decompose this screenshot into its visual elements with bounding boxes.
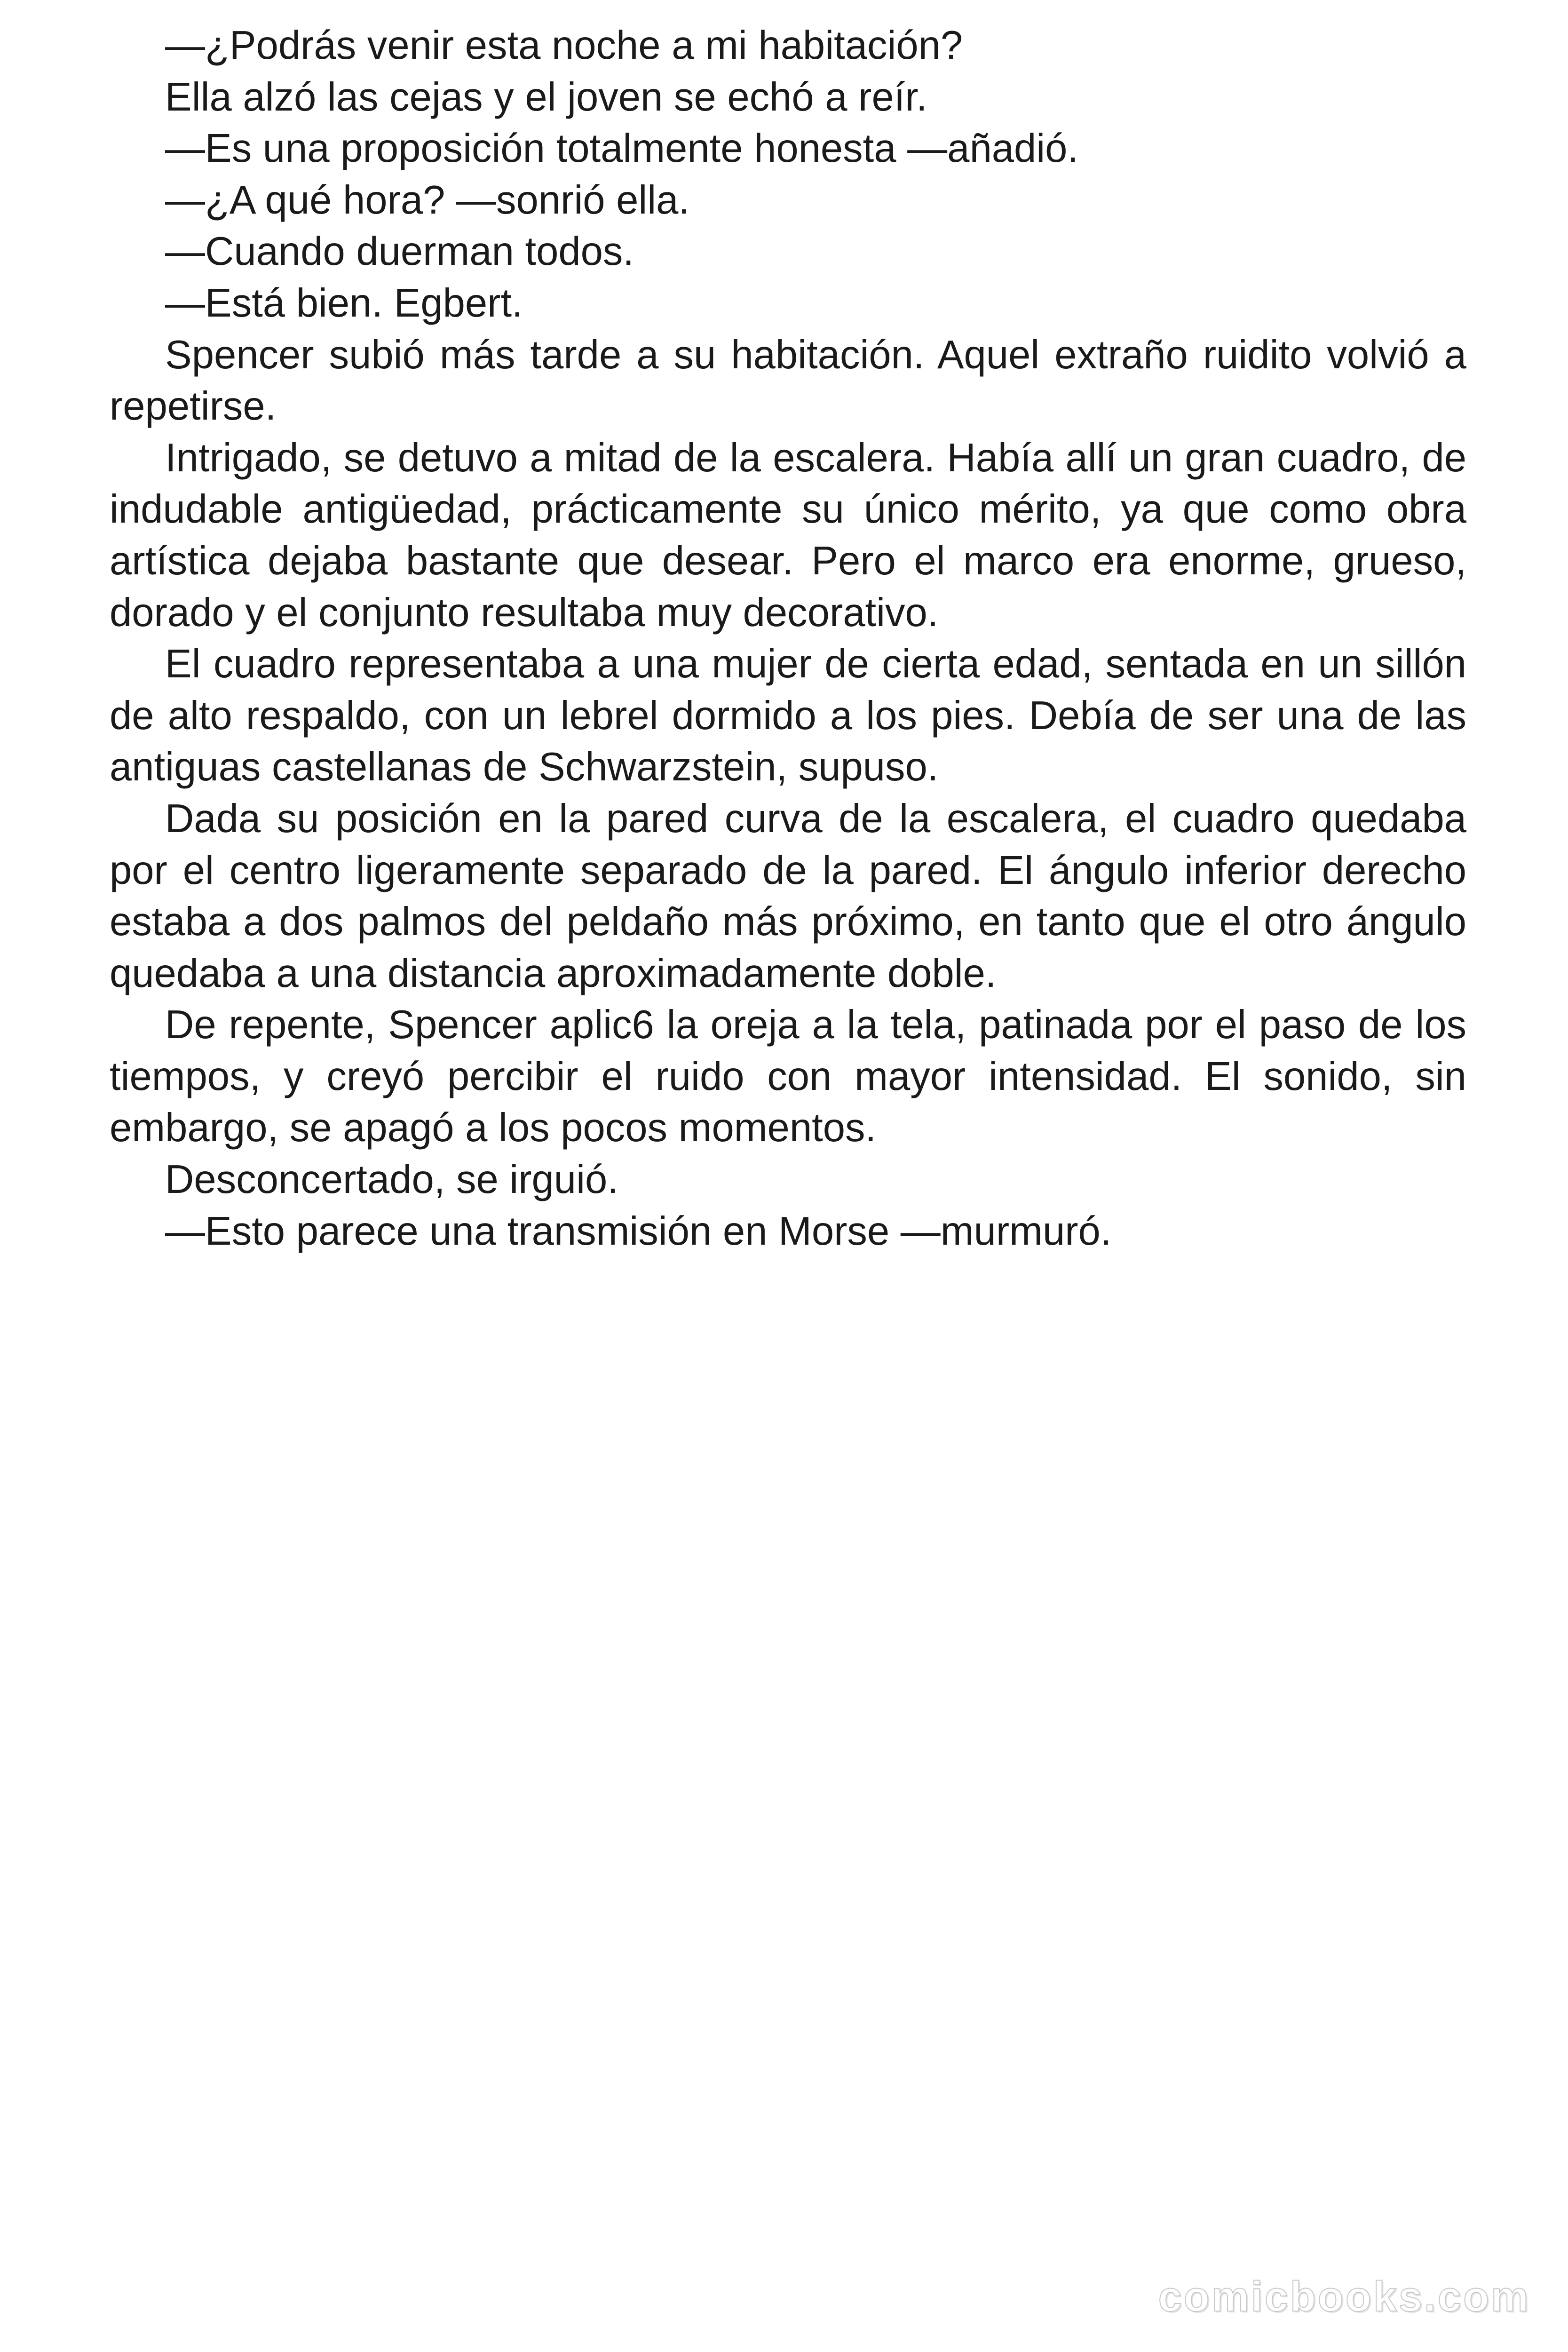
paragraph-dialogue-1: —¿Podrás venir esta noche a mi habitación? bbox=[165, 23, 963, 68]
paragraph-narration-4: El cuadro representaba a una mujer de cierta edad, sentada en un sillón de alto respaldo, con un lebrel dormido a los pies. Debía de ser una de las antiguas castellanas de Schwarzstein, supuso. bbox=[110, 642, 1466, 790]
paragraph-narration-2: Spencer subió más tarde a su habitación. Aquel extraño ruidito volvió a repetirse. bbox=[110, 332, 1466, 429]
paragraph-dialogue-5: —Está bien. Egbert. bbox=[165, 280, 523, 326]
paragraph-dialogue-3: —¿A qué hora? —sonrió ella. bbox=[165, 177, 690, 222]
site-watermark: comicbooks.com bbox=[1158, 2273, 1530, 2320]
paragraph-dialogue-2: —Es una proposición totalmente honesta —añadió. bbox=[165, 126, 1079, 171]
paragraph-narration-6: De repente, Spencer aplic6 la oreja a la tela, patinada por el paso de los tiempos, y creyó percibir el ruido con mayor intensidad. El sonido, sin embargo, se apagó a los pocos momentos. bbox=[110, 1002, 1466, 1151]
paragraph-narration-1: Ella alzó las cejas y el joven se echó a reír. bbox=[165, 74, 927, 119]
paragraph-dialogue-4: —Cuando duerman todos. bbox=[165, 229, 634, 274]
body-text bbox=[110, 20, 1466, 1257]
paragraph-narration-7: Desconcertado, se irguió. bbox=[165, 1157, 618, 1202]
paragraph-narration-5: Dada su posición en la pared curva de la escalera, el cuadro quedaba por el centro ligeramente separado de la pared. El ángulo inferior derecho estaba a dos palmos del peldaño más próximo, en tanto que el otro ángulo quedaba a una distancia aproximadamente doble. bbox=[110, 796, 1466, 996]
paragraph-dialogue-6: —Esto parece una transmisión en Morse —murmuró. bbox=[165, 1208, 1112, 1254]
paragraph-narration-3: Intrigado, se detuvo a mitad de la escalera. Había allí un gran cuadro, de indudable antigüedad, prácticamente su único mérito, ya que como obra artística dejaba bastante que desear. Pero el marco era enorme, grueso, dorado y el conjunto resultaba muy decorativo. bbox=[110, 435, 1466, 635]
